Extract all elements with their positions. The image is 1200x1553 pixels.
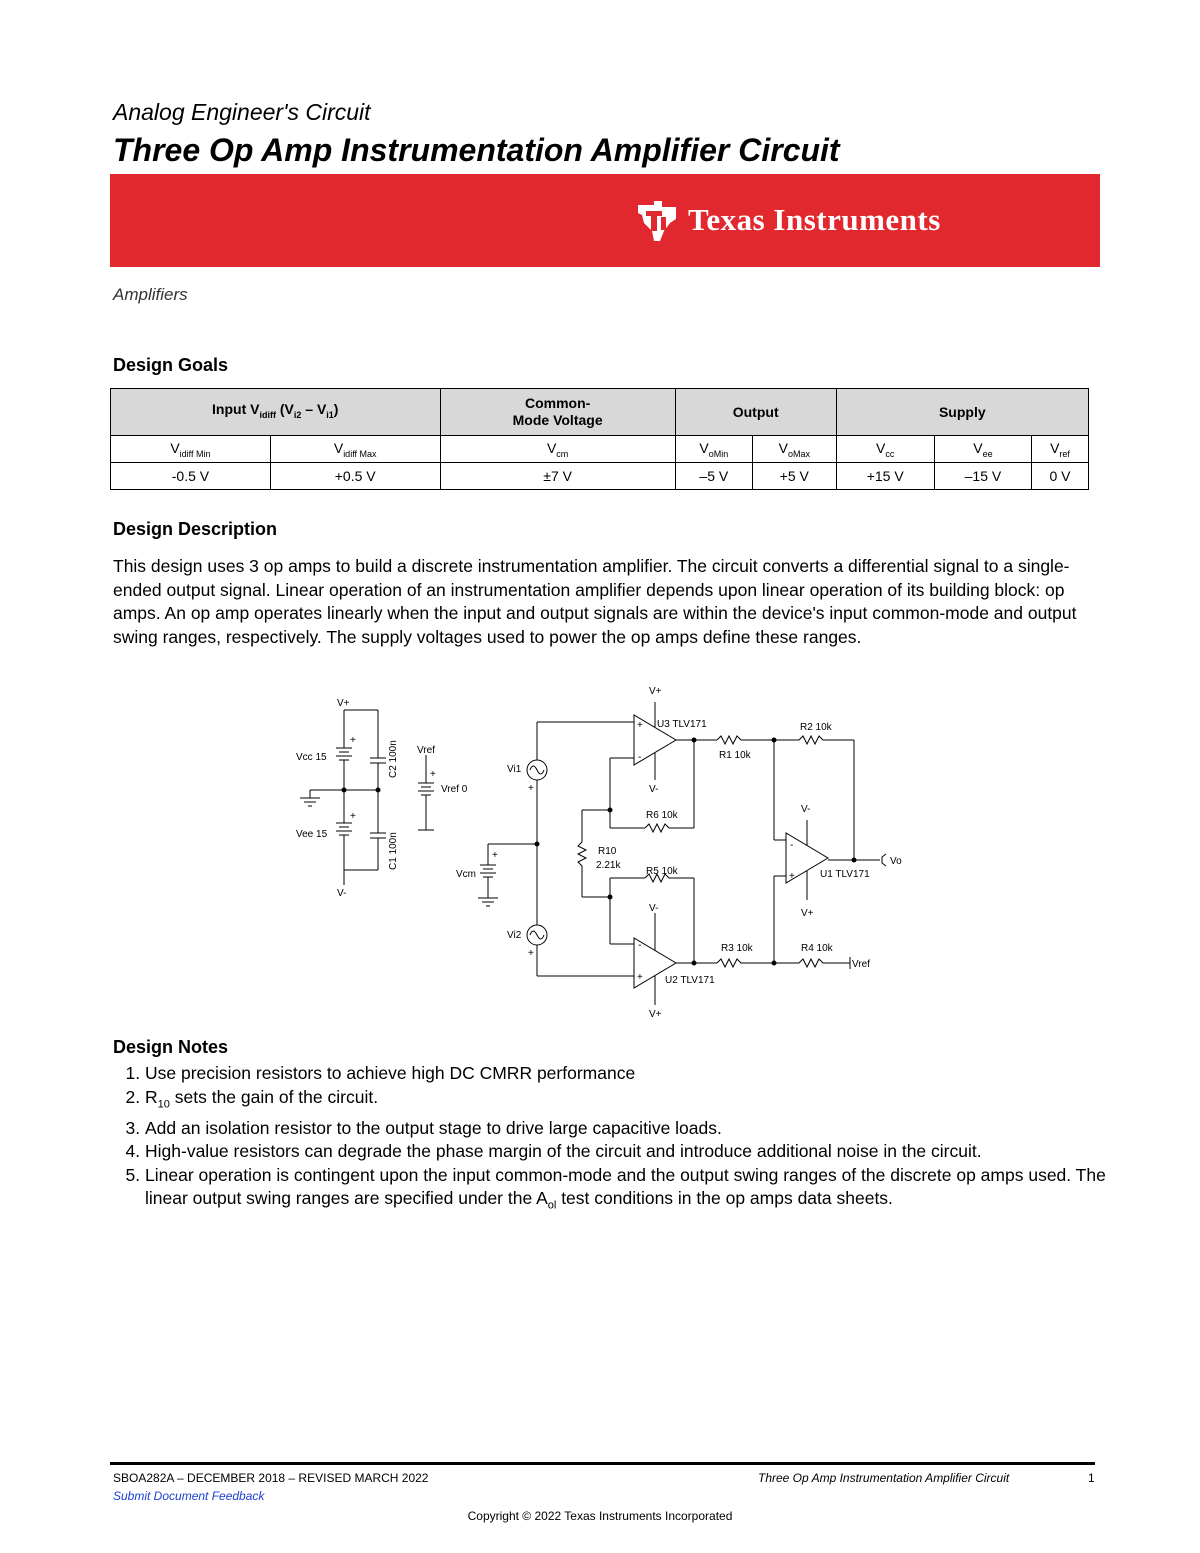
r6-label: R6 10k	[646, 810, 678, 821]
circuit-schematic	[280, 680, 920, 1025]
r2-label: R2 10k	[800, 722, 832, 733]
vplus-label: V+	[801, 908, 814, 919]
table-cell: +0.5 V	[270, 463, 440, 490]
table-cell: $V_{cm}$	[440, 436, 675, 463]
vminus-label: V-	[649, 784, 659, 795]
vcm-label: Vcm	[456, 869, 476, 880]
table-cell: –5 V	[675, 463, 752, 490]
vi2-label: Vi2	[507, 930, 522, 941]
design-notes-heading: Design Notes	[113, 1037, 229, 1057]
table-cell: -0.5 V	[111, 463, 271, 490]
page-number: 1	[1088, 1471, 1095, 1485]
table-cell: $V_{idiff Max}$	[270, 436, 440, 463]
design-goals-table	[110, 388, 1089, 490]
u2-label: U2 TLV171	[665, 975, 715, 986]
list-item: 1. Use precision resistors to achieve high DC CMRR performance	[145, 1062, 1135, 1086]
feedback-link[interactable]: Submit Document Feedback	[113, 1489, 265, 1503]
design-notes-list	[113, 1062, 1135, 1218]
vcc-label: Vcc 15	[296, 752, 327, 763]
vminus-label: V-	[337, 888, 347, 899]
table-header-row	[111, 389, 1089, 436]
vplus-label: V+	[649, 686, 662, 697]
ti-logo	[634, 196, 941, 244]
list-item: 4. High-value resistors can degrade the phase margin of the circuit and introduce additional noise in the circuit.	[145, 1140, 1135, 1164]
c2-label: C2 100n	[388, 740, 399, 778]
list-item: 3. Add an isolation resistor to the output stage to drive large capacitive loads.	[145, 1117, 1135, 1141]
doc-id: SBOA282A – DECEMBER 2018 – REVISED MARCH 2022	[113, 1471, 429, 1485]
copyright: Copyright © 2022 Texas Instruments Incorporated	[467, 1509, 733, 1523]
vminus-label: V-	[801, 804, 811, 815]
design-goals-heading: Design Goals	[113, 355, 229, 375]
brand-name: Texas Instruments	[688, 202, 941, 237]
plus-sign: +	[528, 783, 534, 794]
list-item: 5. Linear operation is contingent upon the input common-mode and the output swing ranges of the discrete op amps used. The linear output swing ranges are specified under the $A_{ol}$ test conditions in the op amps data sheets.	[145, 1164, 1135, 1219]
table-cell: +5 V	[752, 463, 836, 490]
table-cell: $V_{oMin}$	[675, 436, 752, 463]
table-cell: 0 V	[1032, 463, 1089, 490]
vref-top-label: Vref	[417, 745, 435, 756]
vee-label: Vee 15	[296, 829, 328, 840]
r4-label: R4 10k	[801, 943, 833, 954]
vref-output-label: Vref	[852, 959, 870, 970]
table-cell: –15 V	[934, 463, 1031, 490]
ti-map-icon	[634, 197, 680, 243]
plus-sign: +	[528, 948, 534, 959]
supply-section	[300, 710, 434, 885]
table-cell: $V_{ref}$	[1032, 436, 1089, 463]
vminus-label: V-	[649, 903, 659, 914]
brand-banner	[110, 174, 1100, 267]
plus-sign: +	[430, 769, 436, 780]
u1-label: U1 TLV171	[820, 869, 870, 880]
input-header: Input $V_{idiff}$ $(V_{i2} - V_{i1})$	[111, 389, 441, 436]
table-cell: ±7 V	[440, 463, 675, 490]
vi1-label: Vi1	[507, 764, 522, 775]
common-mode-header: Common- Mode Voltage	[440, 389, 675, 436]
r1-label: R1 10k	[719, 750, 751, 761]
op-amp-u2	[634, 913, 774, 1005]
plus-sign: +	[789, 871, 795, 882]
list-item: 2. $R_{10}$ sets the gain of the circuit.	[145, 1086, 1135, 1117]
op-amp-u1	[772, 736, 886, 969]
document-title: Three Op Amp Instrumentation Amplifier Circuit	[113, 132, 840, 168]
table-value-row	[111, 463, 1089, 490]
c1-label: C1 100n	[388, 832, 399, 870]
footer-doc-title: Three Op Amp Instrumentation Amplifier Circuit	[758, 1471, 1010, 1485]
design-description-text: This design uses 3 op amps to build a discrete instrumentation amplifier. The circuit converts a differential signal to a single-ended output signal. Linear operation of an instrumentation amplifier depends upon linear operation of its building block: op amps. An op amp operates linearly when the input and output signals are within the device's input common-mode and output swing ranges, respectively. The supply voltages used to power the op amps define these ranges.	[113, 556, 1077, 647]
plus-sign: +	[350, 811, 356, 822]
vo-label: Vo	[890, 856, 902, 867]
output-header: Output	[675, 389, 836, 436]
plus-sign: +	[637, 720, 643, 731]
footer-divider	[110, 1462, 1095, 1465]
r10-value-label: 2.21k	[596, 860, 621, 871]
category-label: Amplifiers	[113, 285, 188, 304]
minus-sign: -	[790, 840, 794, 851]
plus-sign: +	[350, 735, 356, 746]
table-cell: $V_{oMax}$	[752, 436, 836, 463]
plus-sign: +	[492, 850, 498, 861]
table-cell: +15 V	[836, 463, 934, 490]
vplus-label: V+	[649, 1009, 662, 1020]
r10-label: R10	[598, 846, 617, 857]
table-cell: $V_{cc}$	[836, 436, 934, 463]
table-cell: $V_{idiff Min}$	[111, 436, 271, 463]
table-cell: $V_{ee}$	[934, 436, 1031, 463]
plus-sign: +	[637, 972, 643, 983]
r5-label: R5 10k	[646, 866, 678, 877]
minus-sign: -	[638, 752, 642, 763]
r3-label: R3 10k	[721, 943, 753, 954]
table-symbol-row	[111, 436, 1089, 463]
vplus-label: V+	[337, 698, 350, 709]
vref-source-label: Vref 0	[441, 784, 468, 795]
supply-header: Supply	[836, 389, 1088, 436]
minus-sign: -	[638, 940, 642, 951]
design-description-heading: Design Description	[113, 519, 278, 539]
u3-label: U3 TLV171	[657, 719, 707, 730]
series-title: Analog Engineer's Circuit	[113, 99, 371, 125]
